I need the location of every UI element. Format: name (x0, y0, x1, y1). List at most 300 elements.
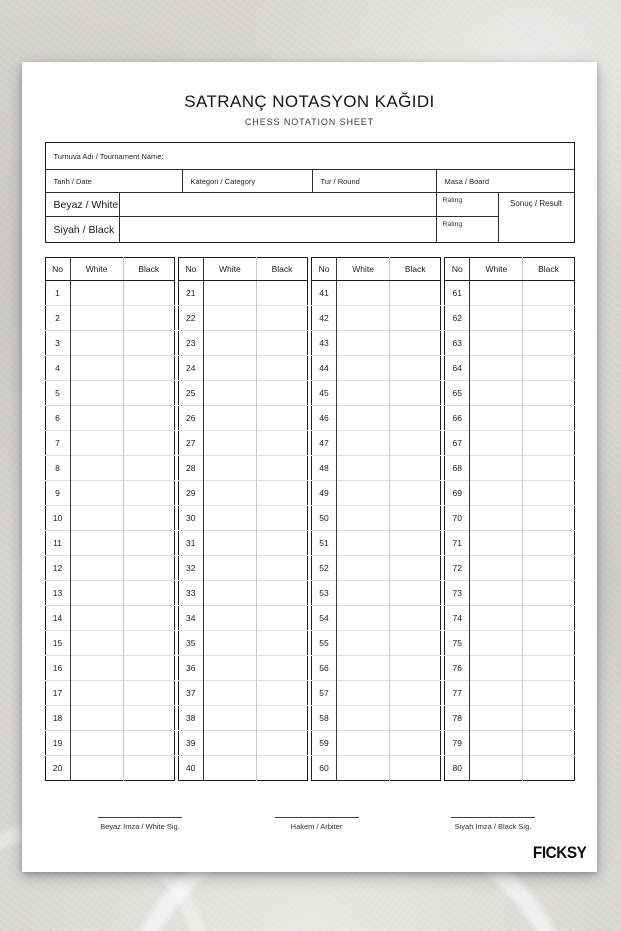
white-move-cell (337, 506, 390, 531)
white-move-cell (470, 531, 523, 556)
move-row (312, 356, 441, 381)
black-move-cell (390, 656, 441, 681)
black-move-cell (390, 706, 441, 731)
move-number-cell: 73 (445, 581, 470, 606)
white-move-cell (470, 481, 523, 506)
move-row (445, 381, 574, 406)
white-move-cell (470, 506, 523, 531)
move-number-cell: 49 (312, 481, 337, 506)
move-number-cell: 44 (312, 356, 337, 381)
white-move-cell (470, 306, 523, 331)
white-move-cell (337, 581, 390, 606)
black-move-cell (256, 281, 307, 306)
move-number-cell: 31 (178, 531, 203, 556)
white-move-cell (470, 606, 523, 631)
move-number-cell: 43 (312, 331, 337, 356)
white-move-cell (337, 756, 390, 781)
move-row (312, 431, 441, 456)
move-number-cell: 51 (312, 531, 337, 556)
white-move-cell (337, 531, 390, 556)
move-number-cell: 37 (178, 681, 203, 706)
black-move-cell (256, 306, 307, 331)
black-move-cell (390, 481, 441, 506)
white-move-cell (470, 381, 523, 406)
move-row (178, 356, 307, 381)
black-move-cell (390, 306, 441, 331)
white-move-cell (337, 481, 390, 506)
move-number-cell: 30 (178, 506, 203, 531)
white-move-cell (203, 756, 256, 781)
white-move-cell (70, 681, 123, 706)
black-move-cell (256, 631, 307, 656)
black-signature-block (431, 817, 555, 831)
move-row (178, 406, 307, 431)
white-move-cell (337, 631, 390, 656)
white-move-cell (337, 731, 390, 756)
move-row (445, 656, 574, 681)
move-row (45, 406, 174, 431)
move-number-cell: 36 (178, 656, 203, 681)
black-move-cell (123, 581, 174, 606)
white-signature-block (78, 817, 202, 831)
move-row (178, 481, 307, 506)
white-move-cell (70, 581, 123, 606)
move-row (45, 381, 174, 406)
black-move-cell (256, 656, 307, 681)
signature-row (22, 817, 597, 831)
move-number-cell: 14 (45, 606, 70, 631)
white-signature-label: Beyaz İmza / White Sig. (100, 822, 180, 831)
page-title: SATRANÇ NOTASYON KAĞIDI (184, 92, 435, 111)
black-move-cell (523, 331, 574, 356)
white-move-cell (70, 506, 123, 531)
black-move-cell (123, 631, 174, 656)
move-row (312, 306, 441, 331)
black-move-cell (390, 431, 441, 456)
move-row (45, 681, 174, 706)
black-rating-field: Rating (437, 217, 499, 242)
black-move-cell (256, 381, 307, 406)
black-move-cell (390, 331, 441, 356)
move-number-cell: 67 (445, 431, 470, 456)
white-move-cell (470, 406, 523, 431)
black-move-cell (523, 306, 574, 331)
black-move-cell (256, 331, 307, 356)
white-move-cell (203, 556, 256, 581)
white-move-cell (70, 556, 123, 581)
moves-group (45, 257, 175, 781)
black-move-cell (390, 731, 441, 756)
notation-sheet-paper (22, 62, 597, 872)
white-move-cell (203, 581, 256, 606)
black-move-cell (390, 381, 441, 406)
black-move-cell (390, 356, 441, 381)
black-move-cell (123, 606, 174, 631)
move-number-cell: 20 (45, 756, 70, 781)
move-row (312, 406, 441, 431)
black-move-cell (523, 656, 574, 681)
move-number-cell: 7 (45, 431, 70, 456)
black-move-cell (256, 431, 307, 456)
move-number-cell: 9 (45, 481, 70, 506)
move-number-cell: 68 (445, 456, 470, 481)
black-move-cell (256, 481, 307, 506)
white-move-cell (470, 681, 523, 706)
move-number-cell: 66 (445, 406, 470, 431)
move-number-cell: 41 (312, 281, 337, 306)
white-move-cell (470, 431, 523, 456)
black-move-cell (390, 681, 441, 706)
black-move-cell (523, 281, 574, 306)
column-header-no: No (312, 258, 337, 281)
black-move-cell (523, 581, 574, 606)
white-move-cell (203, 531, 256, 556)
move-row (312, 481, 441, 506)
white-move-cell (470, 706, 523, 731)
move-number-cell: 55 (312, 631, 337, 656)
white-move-cell (70, 306, 123, 331)
black-move-cell (523, 756, 574, 781)
move-number-cell: 10 (45, 506, 70, 531)
move-row (445, 431, 574, 456)
move-number-cell: 71 (445, 531, 470, 556)
black-move-cell (523, 706, 574, 731)
move-row (445, 606, 574, 631)
move-number-cell: 54 (312, 606, 337, 631)
white-rating-field: Rating (437, 193, 499, 217)
black-player-label: Siyah / Black (46, 217, 120, 242)
black-move-cell (123, 656, 174, 681)
black-move-cell (390, 606, 441, 631)
white-move-cell (70, 356, 123, 381)
move-row (445, 706, 574, 731)
white-move-cell (337, 406, 390, 431)
black-move-cell (256, 756, 307, 781)
white-move-cell (70, 431, 123, 456)
black-move-cell (523, 631, 574, 656)
move-row (178, 456, 307, 481)
move-row (45, 531, 174, 556)
black-move-cell (123, 731, 174, 756)
white-move-cell (470, 281, 523, 306)
column-header-no: No (45, 258, 70, 281)
black-move-cell (123, 756, 174, 781)
game-info-form (45, 142, 575, 243)
move-row (312, 331, 441, 356)
move-row (312, 631, 441, 656)
move-row (178, 281, 307, 306)
result-field: Sonuç / Result (509, 199, 563, 208)
move-number-cell: 24 (178, 356, 203, 381)
move-row (45, 556, 174, 581)
page-subtitle: CHESS NOTATION SHEET (244, 117, 375, 127)
white-move-cell (203, 331, 256, 356)
column-header-no: No (178, 258, 203, 281)
white-move-cell (203, 481, 256, 506)
black-move-cell (256, 506, 307, 531)
move-row (312, 381, 441, 406)
ficksy-logo: FICKSY (532, 843, 586, 862)
white-move-cell (470, 656, 523, 681)
move-row (312, 456, 441, 481)
move-row (45, 456, 174, 481)
move-number-cell: 32 (178, 556, 203, 581)
white-move-cell (337, 431, 390, 456)
black-signature-line (451, 817, 535, 818)
move-number-cell: 18 (45, 706, 70, 731)
black-move-cell (123, 506, 174, 531)
move-number-cell: 11 (45, 531, 70, 556)
white-move-cell (470, 581, 523, 606)
move-row (445, 481, 574, 506)
move-row (312, 681, 441, 706)
move-row (45, 281, 174, 306)
move-row (445, 356, 574, 381)
tournament-name-field: Turnuva Adı / Tournament Name: (46, 143, 574, 170)
move-row (445, 331, 574, 356)
move-number-cell: 52 (312, 556, 337, 581)
column-header-black: Black (523, 258, 574, 281)
white-move-cell (337, 681, 390, 706)
move-row (312, 606, 441, 631)
black-move-cell (523, 681, 574, 706)
white-move-cell (203, 631, 256, 656)
column-header-white: White (337, 258, 390, 281)
white-move-cell (203, 306, 256, 331)
move-number-cell: 57 (312, 681, 337, 706)
move-row (445, 506, 574, 531)
black-move-cell (390, 631, 441, 656)
black-move-cell (256, 706, 307, 731)
black-move-cell (390, 406, 441, 431)
move-row (45, 306, 174, 331)
black-move-cell (523, 606, 574, 631)
black-move-cell (256, 681, 307, 706)
move-row (45, 481, 174, 506)
white-move-cell (203, 656, 256, 681)
move-row (445, 531, 574, 556)
black-move-cell (123, 681, 174, 706)
move-number-cell: 78 (445, 706, 470, 731)
move-row (445, 406, 574, 431)
move-number-cell: 22 (178, 306, 203, 331)
move-number-cell: 74 (445, 606, 470, 631)
move-row (45, 706, 174, 731)
move-row (45, 581, 174, 606)
move-row (445, 756, 574, 781)
white-move-cell (203, 281, 256, 306)
black-move-cell (123, 356, 174, 381)
move-row (445, 731, 574, 756)
move-row (45, 506, 174, 531)
move-number-cell: 5 (45, 381, 70, 406)
move-row (178, 731, 307, 756)
white-move-cell (337, 381, 390, 406)
moves-group (444, 257, 574, 781)
move-number-cell: 40 (178, 756, 203, 781)
black-move-cell (390, 456, 441, 481)
black-move-cell (256, 356, 307, 381)
move-number-cell: 47 (312, 431, 337, 456)
move-number-cell: 72 (445, 556, 470, 581)
black-move-cell (256, 556, 307, 581)
move-row (312, 656, 441, 681)
black-move-cell (123, 381, 174, 406)
column-header-white: White (70, 258, 123, 281)
black-move-cell (523, 531, 574, 556)
black-move-cell (390, 531, 441, 556)
arbiter-signature-block (255, 817, 379, 831)
move-row (178, 331, 307, 356)
white-move-cell (70, 756, 123, 781)
black-move-cell (256, 406, 307, 431)
move-row (312, 556, 441, 581)
white-move-cell (70, 406, 123, 431)
white-move-cell (70, 631, 123, 656)
move-row (45, 731, 174, 756)
move-number-cell: 35 (178, 631, 203, 656)
move-row (178, 381, 307, 406)
move-number-cell: 21 (178, 281, 203, 306)
move-number-cell: 79 (445, 731, 470, 756)
black-move-cell (123, 481, 174, 506)
move-number-cell: 2 (45, 306, 70, 331)
move-number-cell: 58 (312, 706, 337, 731)
black-move-cell (123, 306, 174, 331)
move-row (45, 431, 174, 456)
black-move-cell (123, 331, 174, 356)
black-move-cell (390, 281, 441, 306)
white-move-cell (70, 706, 123, 731)
black-signature-label: Siyah İmza / Black Sig. (454, 822, 532, 831)
move-number-cell: 13 (45, 581, 70, 606)
column-header-black: Black (256, 258, 307, 281)
move-row (45, 606, 174, 631)
move-number-cell: 4 (45, 356, 70, 381)
move-number-cell: 33 (178, 581, 203, 606)
move-number-cell: 27 (178, 431, 203, 456)
move-row (45, 331, 174, 356)
white-move-cell (470, 631, 523, 656)
move-row (445, 631, 574, 656)
move-row (45, 656, 174, 681)
black-move-cell (523, 406, 574, 431)
black-move-cell (123, 456, 174, 481)
white-move-cell (203, 731, 256, 756)
move-number-cell: 76 (445, 656, 470, 681)
move-row (312, 756, 441, 781)
white-move-cell (70, 531, 123, 556)
move-number-cell: 38 (178, 706, 203, 731)
move-row (178, 306, 307, 331)
move-number-cell: 19 (45, 731, 70, 756)
move-row (178, 531, 307, 556)
move-number-cell: 42 (312, 306, 337, 331)
move-row (445, 281, 574, 306)
white-move-cell (70, 731, 123, 756)
move-number-cell: 70 (445, 506, 470, 531)
move-number-cell: 45 (312, 381, 337, 406)
move-row (445, 681, 574, 706)
white-move-cell (203, 431, 256, 456)
white-move-cell (70, 281, 123, 306)
category-field: Kategori / Category (183, 170, 313, 193)
white-player-name-field (120, 193, 437, 217)
black-move-cell (256, 606, 307, 631)
move-number-cell: 64 (445, 356, 470, 381)
move-number-cell: 17 (45, 681, 70, 706)
move-row (178, 681, 307, 706)
move-row (178, 606, 307, 631)
move-number-cell: 3 (45, 331, 70, 356)
move-row (312, 281, 441, 306)
black-move-cell (523, 381, 574, 406)
black-move-cell (523, 731, 574, 756)
white-move-cell (203, 506, 256, 531)
white-move-cell (70, 456, 123, 481)
black-move-cell (256, 456, 307, 481)
white-move-cell (70, 606, 123, 631)
move-number-cell: 56 (312, 656, 337, 681)
move-row (445, 556, 574, 581)
column-header-white: White (470, 258, 523, 281)
white-move-cell (337, 331, 390, 356)
black-move-cell (523, 481, 574, 506)
move-row (445, 581, 574, 606)
move-number-cell: 26 (178, 406, 203, 431)
black-move-cell (123, 531, 174, 556)
move-row (178, 706, 307, 731)
move-row (178, 656, 307, 681)
column-header-black: Black (390, 258, 441, 281)
move-number-cell: 46 (312, 406, 337, 431)
move-number-cell: 59 (312, 731, 337, 756)
black-move-cell (123, 406, 174, 431)
white-move-cell (470, 756, 523, 781)
white-move-cell (203, 706, 256, 731)
white-move-cell (203, 681, 256, 706)
white-move-cell (470, 731, 523, 756)
move-number-cell: 50 (312, 506, 337, 531)
white-move-cell (337, 356, 390, 381)
column-header-black: Black (123, 258, 174, 281)
white-move-cell (470, 331, 523, 356)
white-signature-line (98, 817, 182, 818)
black-move-cell (256, 531, 307, 556)
white-move-cell (203, 406, 256, 431)
move-row (178, 431, 307, 456)
move-number-cell: 15 (45, 631, 70, 656)
white-move-cell (337, 456, 390, 481)
white-move-cell (337, 281, 390, 306)
black-move-cell (523, 356, 574, 381)
black-move-cell (256, 731, 307, 756)
date-field: Tarih / Date (46, 170, 183, 193)
move-number-cell: 65 (445, 381, 470, 406)
black-move-cell (123, 556, 174, 581)
move-number-cell: 6 (45, 406, 70, 431)
move-number-cell: 28 (178, 456, 203, 481)
move-number-cell: 48 (312, 456, 337, 481)
move-row (312, 506, 441, 531)
black-move-cell (523, 456, 574, 481)
black-move-cell (123, 431, 174, 456)
white-move-cell (70, 481, 123, 506)
white-move-cell (337, 706, 390, 731)
white-move-cell (70, 656, 123, 681)
move-number-cell: 75 (445, 631, 470, 656)
move-number-cell: 80 (445, 756, 470, 781)
